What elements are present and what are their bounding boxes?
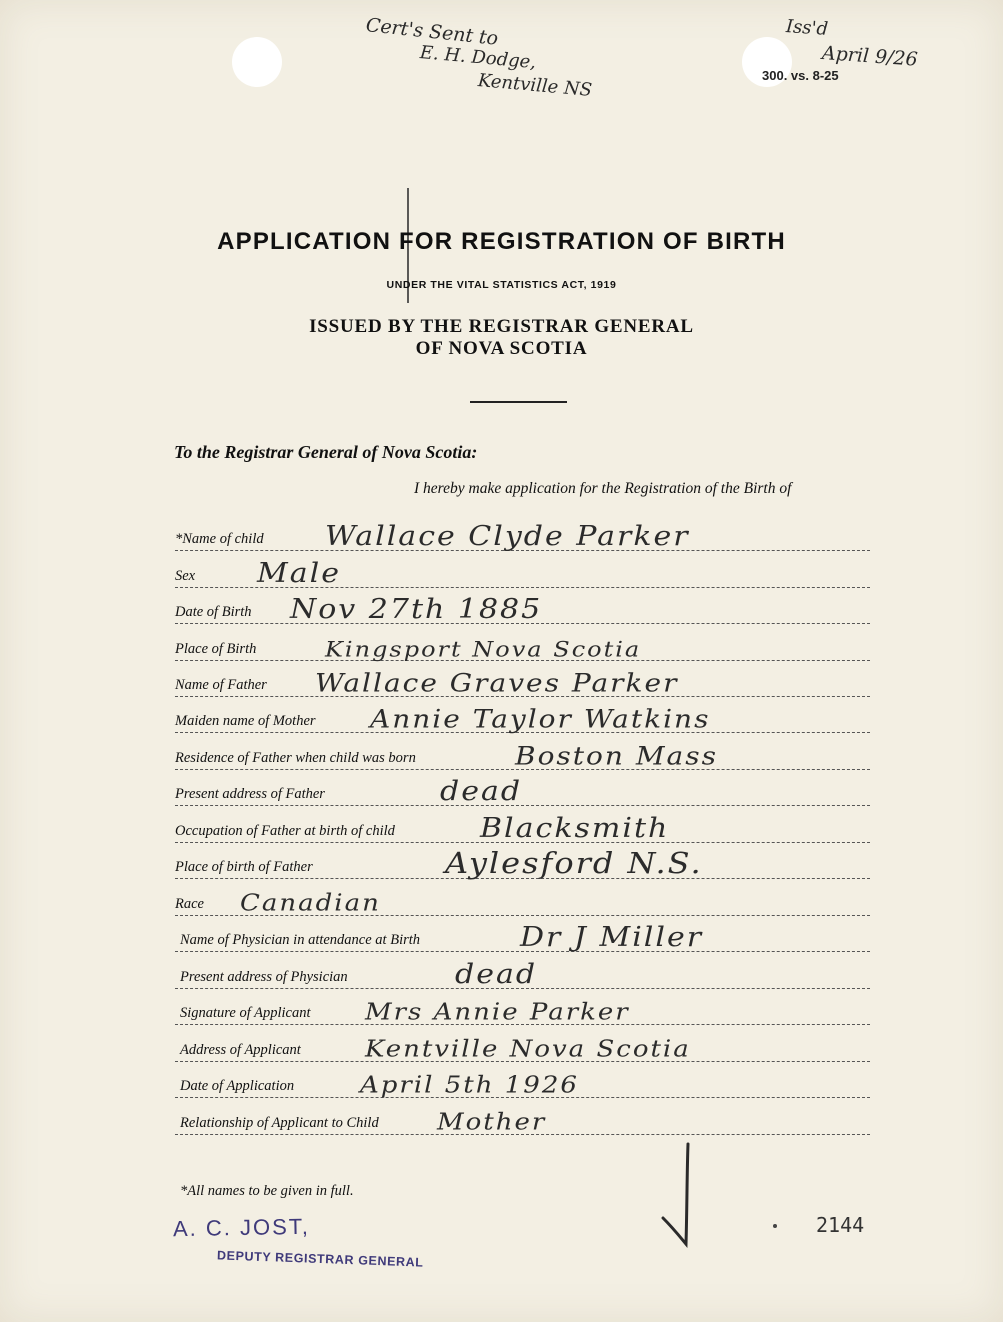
punch-hole-left bbox=[232, 37, 282, 87]
field-label: Date of Birth bbox=[175, 604, 252, 620]
check-mark-icon bbox=[655, 1140, 705, 1255]
field-present-address-of-physician bbox=[175, 958, 870, 990]
field-label: Sex bbox=[175, 568, 196, 584]
field-present-address-of-father bbox=[175, 775, 870, 807]
field-label: Relationship of Applicant to Child bbox=[180, 1115, 379, 1131]
issued-note-line2: April 9/26 bbox=[821, 42, 919, 71]
field-race bbox=[175, 890, 870, 917]
field-value: Wallace Graves Parker bbox=[315, 668, 679, 698]
field-label: Present address of Physician bbox=[180, 969, 348, 985]
field-label: Place of birth of Father bbox=[175, 859, 313, 875]
field-value: Boston Mass bbox=[515, 741, 718, 771]
field-name-of-father bbox=[175, 668, 870, 698]
field-sex bbox=[175, 557, 870, 589]
field-value: Nov 27th 1885 bbox=[290, 593, 543, 625]
field-place-of-birth bbox=[175, 638, 870, 661]
field-address-of-applicant bbox=[175, 1036, 870, 1063]
field-label: Residence of Father when child was born bbox=[175, 750, 416, 766]
form-code: 300. vs. 8-25 bbox=[762, 68, 839, 83]
field-value: Dr J Miller bbox=[520, 921, 704, 953]
field-value: Annie Taylor Watkins bbox=[370, 704, 711, 734]
certs-sent-note-line3: Kentville NS bbox=[477, 70, 593, 101]
serial-dot bbox=[773, 1224, 777, 1228]
field-value: Kentville Nova Scotia bbox=[365, 1036, 691, 1063]
field-label: Signature of Applicant bbox=[180, 1005, 311, 1021]
field-value: April 5th 1926 bbox=[360, 1072, 579, 1099]
title-divider bbox=[470, 401, 567, 403]
field-maiden-name-of-mother bbox=[175, 704, 870, 734]
footnote: *All names to be given in full. bbox=[180, 1183, 354, 1199]
field-label: Place of Birth bbox=[175, 641, 257, 657]
serial-number: 2144 bbox=[816, 1213, 865, 1237]
field-date-of-birth bbox=[175, 593, 870, 625]
field-label: Date of Application bbox=[180, 1078, 295, 1094]
field-label: Name of Father bbox=[175, 677, 267, 693]
field-value: Blacksmith bbox=[480, 812, 670, 844]
field-label: *Name of child bbox=[175, 531, 264, 547]
field-relationship-of-applicant bbox=[175, 1109, 870, 1136]
form-title: APPLICATION FOR REGISTRATION OF BIRTH bbox=[217, 228, 786, 255]
stamp-deputy-name: A. C. JOST, bbox=[172, 1213, 311, 1242]
issued-by-line2: OF NOVA SCOTIA bbox=[415, 338, 588, 359]
field-label: Maiden name of Mother bbox=[175, 713, 316, 729]
issued-by-line1: ISSUED BY THE REGISTRAR GENERAL bbox=[309, 316, 694, 337]
field-label: Name of Physician in attendance at Birth bbox=[180, 932, 421, 948]
field-date-of-application bbox=[175, 1072, 870, 1099]
issued-by bbox=[0, 316, 1003, 360]
intro-text: I hereby make application for the Registration of the Birth of bbox=[414, 480, 792, 497]
field-name-of-child bbox=[175, 520, 870, 552]
field-value: Male bbox=[257, 557, 341, 589]
salutation: To the Registrar General of Nova Scotia: bbox=[174, 442, 478, 462]
field-value: Kingsport Nova Scotia bbox=[325, 636, 642, 662]
certs-sent-note-line1: Cert's Sent to bbox=[364, 14, 500, 50]
field-place-of-birth-of-father bbox=[175, 845, 870, 880]
certs-sent-note-line2: E. H. Dodge, bbox=[419, 42, 537, 74]
field-value: Mrs Annie Parker bbox=[365, 999, 630, 1026]
field-occupation-of-father bbox=[175, 812, 870, 844]
stamp-deputy-title: DEPUTY REGISTRAR GENERAL bbox=[216, 1248, 424, 1270]
field-label: Present address of Father bbox=[175, 786, 325, 802]
form-subtitle: UNDER THE VITAL STATISTICS ACT, 1919 bbox=[386, 279, 617, 291]
field-residence-of-father bbox=[175, 741, 870, 771]
field-label: Address of Applicant bbox=[180, 1042, 301, 1058]
field-name-of-physician bbox=[175, 921, 870, 953]
field-label: Race bbox=[175, 896, 204, 912]
field-value: Mother bbox=[437, 1109, 547, 1136]
field-signature-of-applicant bbox=[175, 999, 870, 1026]
field-value: Canadian bbox=[240, 890, 381, 917]
field-value: Aylesford N.S. bbox=[445, 845, 703, 880]
issued-note-line1: Iss'd bbox=[785, 16, 829, 40]
field-label: Occupation of Father at birth of child bbox=[175, 823, 395, 839]
field-value: dead bbox=[440, 775, 523, 807]
field-value: dead bbox=[455, 958, 538, 990]
field-value: Wallace Clyde Parker bbox=[325, 520, 690, 552]
